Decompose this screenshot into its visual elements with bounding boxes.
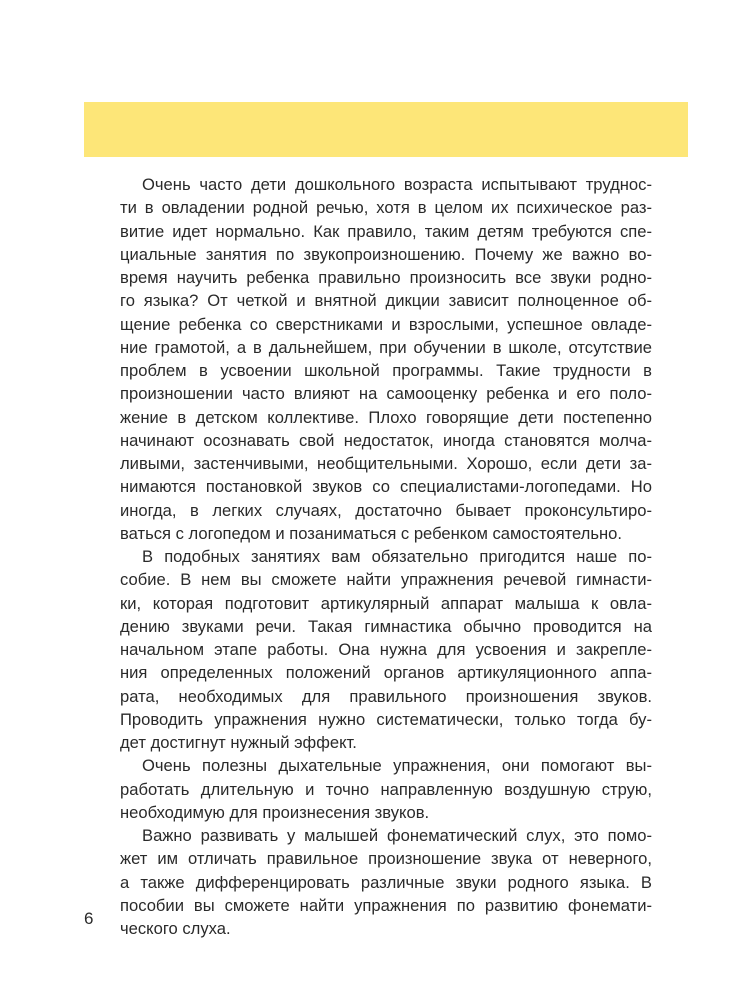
paragraph-1 bbox=[120, 173, 652, 545]
text-line: пособии вы сможете найти упражнения по развитию фонемати- bbox=[120, 895, 652, 915]
text-line: ческого слуха. bbox=[120, 919, 231, 938]
text-line: жение в детском коллективе. Плохо говорящие дети постепенно bbox=[120, 407, 652, 427]
text-line: дению звуками речи. Такая гимнастика обычно проводится на bbox=[120, 616, 652, 636]
header-color-band bbox=[84, 102, 688, 157]
text-line: ние грамотой, а в дальнейшем, при обучении в школе, отсутствие bbox=[120, 337, 652, 357]
text-line: дет достигнут нужный эффект. bbox=[120, 733, 357, 752]
page-number: 6 bbox=[84, 909, 94, 928]
text-line: Важно развивать у малышей фонематический слух, это помо- bbox=[142, 826, 652, 845]
body-text bbox=[120, 173, 652, 940]
text-line: жет им отличать правильное произношение звука от неверного, bbox=[120, 849, 652, 869]
text-line: рата, необходимых для правильного произношения звуков. bbox=[120, 686, 652, 706]
text-line: начальном этапе работы. Она нужна для усвоения и закрепле- bbox=[120, 640, 652, 659]
text-line: ливыми, застенчивыми, необщительными. Хорошо, если дети за- bbox=[120, 454, 652, 473]
text-line: ки, которая подготовит артикулярный аппарат малыша к овла- bbox=[120, 593, 652, 613]
text-line: собие. В нем вы сможете найти упражнения речевой гимнасти- bbox=[120, 570, 652, 590]
text-line: ваться с логопедом и позаниматься с ребенком самостоятельно. bbox=[120, 523, 623, 543]
text-line: начинают осознавать свой недостаток, иногда становятся молча- bbox=[120, 430, 652, 450]
paragraph-2 bbox=[120, 545, 652, 754]
text-line: Проводить упражнения нужно систематически, только тогда бу- bbox=[120, 709, 652, 729]
text-line: В подобных занятиях вам обязательно пригодится наше по- bbox=[142, 547, 652, 566]
text-line: го языка? От четкой и внятной дикции зависит полноценное об- bbox=[120, 291, 652, 311]
text-line: проблем в усвоении школьной программы. Такие трудности в bbox=[120, 361, 652, 380]
text-line: время научить ребенка правильно произносить все звуки родно- bbox=[120, 268, 652, 287]
text-line: циальные занятия по звукопроизношению. Почему же важно во- bbox=[120, 244, 652, 264]
paragraph-3 bbox=[120, 754, 652, 824]
text-line: щение ребенка со сверстниками и взрослыми, успешное овладе- bbox=[120, 314, 652, 334]
text-line: Очень часто дети дошкольного возраста испытывают труднос- bbox=[142, 175, 652, 194]
text-line: работать длительную и точно направленную воздушную струю, bbox=[120, 779, 652, 799]
text-line: произношении часто влияют на самооценку ребенка и его поло- bbox=[120, 384, 652, 404]
text-line: витие идет нормально. Как правило, таким детям требуются спе- bbox=[120, 221, 652, 241]
text-line: иногда, в легких случаях, достаточно бывает проконсультиро- bbox=[120, 500, 652, 520]
text-line: Очень полезны дыхательные упражнения, они помогают вы- bbox=[142, 756, 652, 776]
text-line: необходимую для произнесения звуков. bbox=[120, 802, 430, 822]
text-line: ти в овладении родной речью, хотя в целом их психическое раз- bbox=[120, 198, 652, 218]
text-line: ния определенных положений органов артикуляционного аппа- bbox=[120, 663, 652, 683]
text-line: нимаются постановкой звуков со специалистами-логопедами. Но bbox=[120, 477, 652, 497]
paragraph-4 bbox=[120, 824, 652, 940]
text-line: а также дифференцировать различные звуки родного языка. В bbox=[120, 872, 652, 892]
